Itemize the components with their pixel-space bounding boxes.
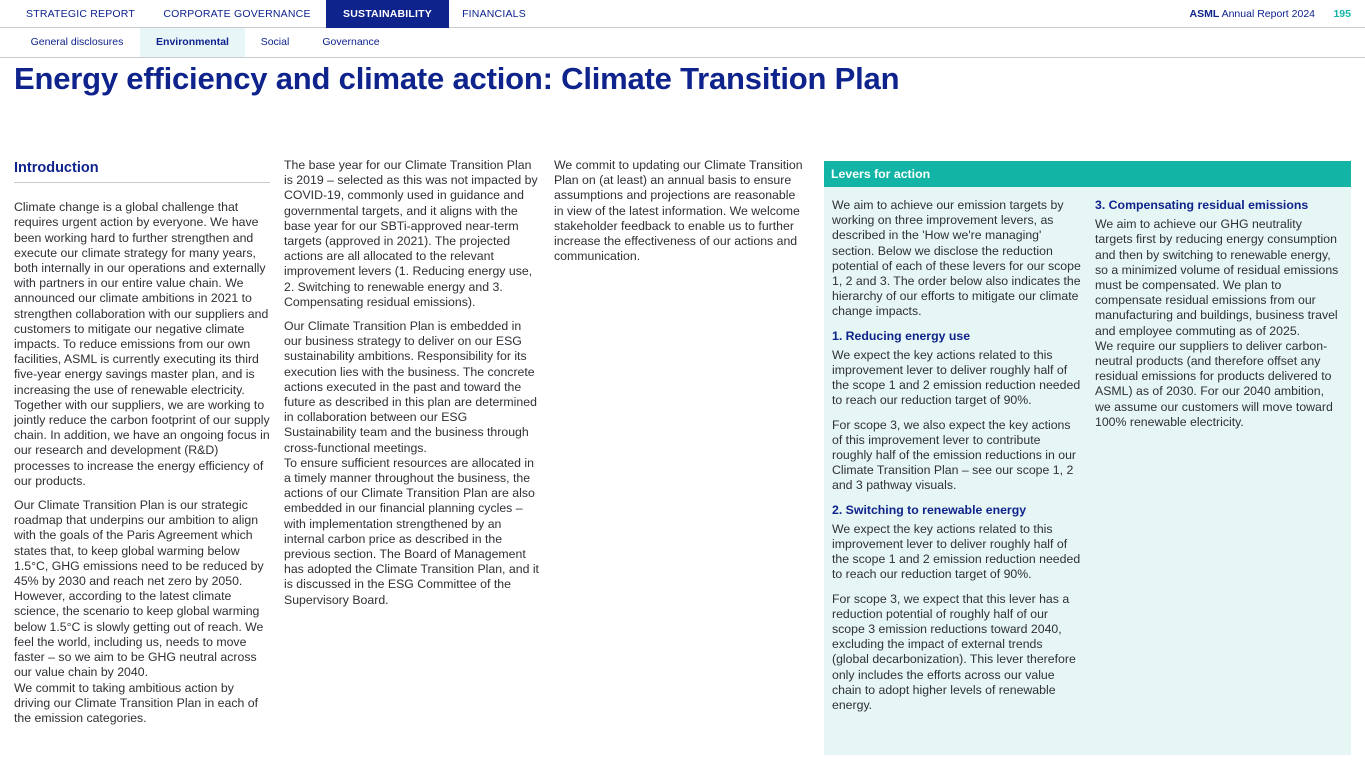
- lever-2-paragraph-1: We expect the key actions related to this improvement lever to deliver roughly half of the scope 1 and 2 emission reduction needed to reach our reduction target of 90%.: [832, 521, 1081, 582]
- lever-2-paragraph-2: For scope 3, we expect that this lever has a reduction potential of roughly half of our scope 3 emission reductions toward 2040, excluding the impact of external trends (global decarbonization). This lever therefore only includes the efforts across our value chain to adopt higher levels of renewable energy.: [832, 591, 1076, 713]
- sub-navigation: [0, 28, 1365, 58]
- levers-intro: We aim to achieve our emission targets by working on three improvement levers, as described in the 'How we're managing' section. Below we disclose the reduction potential of each of these levers for our scope 1, 2 and 3. The order below also indicates the hierarchy of our efforts to mitigate our climate change impacts.: [832, 198, 1081, 319]
- intro-paragraph-1: Climate change is a global challenge that requires urgent action by everyone. We have been working hard to further strengthen and execute our climate strategy for many years, both internally in our operations and externally with partners in our entire value chain. We announced our climate ambitions in 2021 to strengthen collaboration with our suppliers and customers to mitigate our negative climate impacts. To reduce emissions from our own facilities, ASML is currently executing its third five-year energy savings master plan, and is increasing the use of renewable electricity. Together with our suppliers, we are working to jointly reduce the carbon footprint of our supply chain. In addition, we have an ongoing focus in our research and development (R&D) processes to increase the energy efficiency of our products.: [14, 200, 270, 488]
- top-navigation: [0, 0, 1365, 28]
- intro-paragraph-2: Our Climate Transition Plan is our strategic roadmap that underpins our ambition to align with the goals of the Paris Agreement which states that, to keep global warming below 1.5°C, GHG emissions need to be reduced by 45% by 2030 and reach net zero by 2050. However, according to the latest climate science, the scenario to keep global warming below 1.5°C is slowly getting out of reach. We feel the world, including us, needs to move faster – so we aim to be GHG neutral across our value chain by 2040.: [14, 498, 264, 680]
- lever-3-paragraph-1: We aim to achieve our GHG neutrality targets first by reducing energy consumption and then by switching to renewable energy, so a minimized volume of residual emissions must be compensated. We plan to compensate residual emissions from our manufacturing and buildings, business travel and employee commuting as of 2025.: [1095, 217, 1339, 338]
- update-column: [554, 158, 806, 273]
- lever-1-paragraph-2: For scope 3, we also expect the key actions of this improvement lever to contribute roughly half of the emission reductions in our Climate Transition Plan – see our scope 1, 2 and 3 pathway visuals.: [832, 417, 1077, 493]
- lever-1-heading: 1. Reducing energy use: [832, 328, 971, 343]
- intro-column: [14, 161, 270, 726]
- base-year-paragraph: The base year for our Climate Transition Plan is 2019 – selected as this was not impacted by COVID-19, commonly used in guidance and governmental targets, and it aligns with the base year for our SBTi-approved near-term targets (approved in 2021). The projected actions are all allocated to the relevant improvement levers (1. Reducing energy use, 2. Switching to renewable energy and 3. Compensating residual emissions).: [284, 158, 538, 309]
- page-number: 195: [1333, 8, 1351, 20]
- report-label: [1190, 0, 1316, 28]
- levers-right-column: [1095, 198, 1341, 430]
- tab-financials[interactable]: FINANCIALS: [462, 8, 526, 20]
- lever-3-heading: 3. Compensating residual emissions: [1095, 198, 1309, 212]
- page-title: Energy efficiency and climate action: Climate Transition Plan: [14, 61, 900, 96]
- report-name: Annual Report 2024: [1221, 8, 1315, 20]
- intro-paragraph-3: We commit to taking ambitious action by driving our Climate Transition Plan in each of the emission categories.: [14, 680, 259, 725]
- lever-1-paragraph-1: We expect the key actions related to this improvement lever to deliver roughly half of the scope 1 and 2 emission reduction needed to reach our reduction target of 90%.: [832, 347, 1081, 408]
- subtab-social[interactable]: Social: [260, 36, 290, 48]
- lever-3-paragraph-2: We require our suppliers to deliver carbon-neutral products (and therefore offset any residual emissions for products delivered to ASML) as of 2030. For our 2040 ambition, we assume our customers will move toward 100% renewable electricity.: [1095, 338, 1333, 429]
- subtab-environmental[interactable]: Environmental: [140, 28, 245, 57]
- subtab-governance[interactable]: Governance: [322, 36, 380, 48]
- levers-header: Levers for action: [824, 161, 1351, 187]
- intro-heading: Introduction: [14, 161, 270, 183]
- update-paragraph: We commit to updating our Climate Transition Plan on (at least) an annual basis to ensure assumptions and projections are reasonable in view of the latest information. We welcome stakeholder feedback to enable us to further increase the effectiveness of our actions and communication.: [554, 158, 803, 264]
- strategy-paragraph: Our Climate Transition Plan is embedded in our business strategy to deliver on our ESG sustainability ambitions. Responsibility for its execution lies with the business. The concrete actions executed in the past and toward the future as described in this plan are determined in collaboration between our ESG Sustainability team and the business through cross-functional meetings.: [284, 319, 537, 455]
- levers-left-column: [832, 198, 1082, 713]
- tab-strategic-report[interactable]: STRATEGIC REPORT: [26, 8, 135, 20]
- brand-name: ASML: [1189, 8, 1220, 20]
- tab-sustainability[interactable]: SUSTAINABILITY: [326, 0, 449, 28]
- lever-2-heading: 2. Switching to renewable energy: [832, 502, 1027, 517]
- resources-paragraph: To ensure sufficient resources are allocated in a timely manner throughout the business, the actions of our Climate Transition Plan are also embedded in our financial planning cycles – with implementation strengthened by an internal carbon price as described in the previous section. The Board of Management has adopted the Climate Transition Plan, and it is discussed in the ESG Committee of the Supervisory Board.: [284, 455, 539, 607]
- subtab-general-disclosures[interactable]: General disclosures: [30, 36, 124, 48]
- base-year-column: [284, 158, 542, 608]
- tab-corporate-governance[interactable]: CORPORATE GOVERNANCE: [163, 8, 311, 20]
- levers-panel: [824, 161, 1351, 755]
